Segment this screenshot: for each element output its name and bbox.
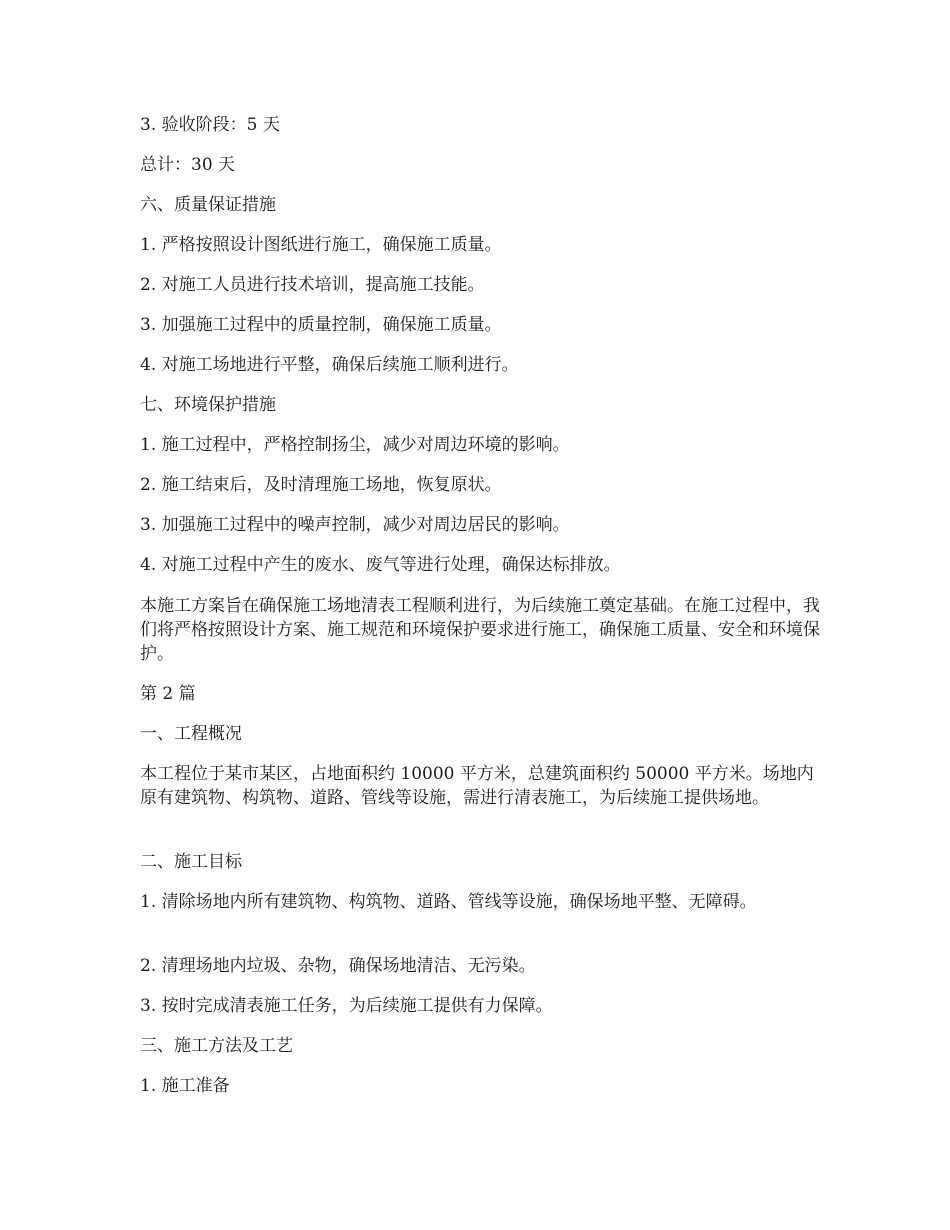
heading-environment-measures: 七、环境保护措施 — [140, 395, 276, 415]
paragraph-total: 总计：30 天 — [140, 155, 236, 175]
heading-construction-goals: 二、施工目标 — [140, 852, 242, 872]
heading-project-overview: 一、工程概况 — [140, 724, 242, 744]
list-item-environment-1: 1. 施工过程中，严格控制扬尘，减少对周边环境的影响。 — [140, 435, 570, 455]
list-item-goal-2: 2. 清理场地内垃圾、杂物，确保场地清洁、无污染。 — [140, 956, 536, 976]
list-item-environment-3: 3. 加强施工过程中的噪声控制，减少对周边居民的影响。 — [140, 515, 570, 535]
heading-methods-process: 三、施工方法及工艺 — [140, 1036, 293, 1056]
list-item-environment-4: 4. 对施工过程中产生的废水、废气等进行处理，确保达标排放。 — [140, 555, 621, 575]
list-item-quality-2: 2. 对施工人员进行技术培训，提高施工技能。 — [140, 275, 485, 295]
list-item-quality-3: 3. 加强施工过程中的质量控制，确保施工质量。 — [140, 315, 502, 335]
list-item-goal-1: 1. 清除场地内所有建筑物、构筑物、道路、管线等设施，确保场地平整、无障碍。 — [140, 892, 757, 912]
list-item-goal-3: 3. 按时完成清表施工任务，为后续施工提供有力保障。 — [140, 996, 553, 1016]
paragraph-acceptance-phase: 3. 验收阶段：5 天 — [140, 115, 280, 135]
heading-quality-measures: 六、质量保证措施 — [140, 195, 276, 215]
section-title-part-2: 第 2 篇 — [140, 684, 196, 704]
list-item-quality-4: 4. 对施工场地进行平整，确保后续施工顺利进行。 — [140, 355, 519, 375]
paragraph-conclusion: 本施工方案旨在确保施工场地清表工程顺利进行，为后续施工奠定基础。在施工过程中，我们将严格按照设计方案、施工规范和环境保护要求进行施工，确保施工质量、安全和环境保护。 — [140, 596, 820, 664]
list-item-quality-1: 1. 严格按照设计图纸进行施工，确保施工质量。 — [140, 235, 502, 255]
paragraph-project-overview: 本工程位于某市某区，占地面积约 10000 平方米，总建筑面积约 50000 平方米。场地内原有建筑物、构筑物、道路、管线等设施，需进行清表施工，为后续施工提供场地。 — [140, 764, 814, 808]
list-item-preparation: 1. 施工准备 — [140, 1076, 230, 1096]
list-item-environment-2: 2. 施工结束后，及时清理施工场地，恢复原状。 — [140, 475, 502, 495]
